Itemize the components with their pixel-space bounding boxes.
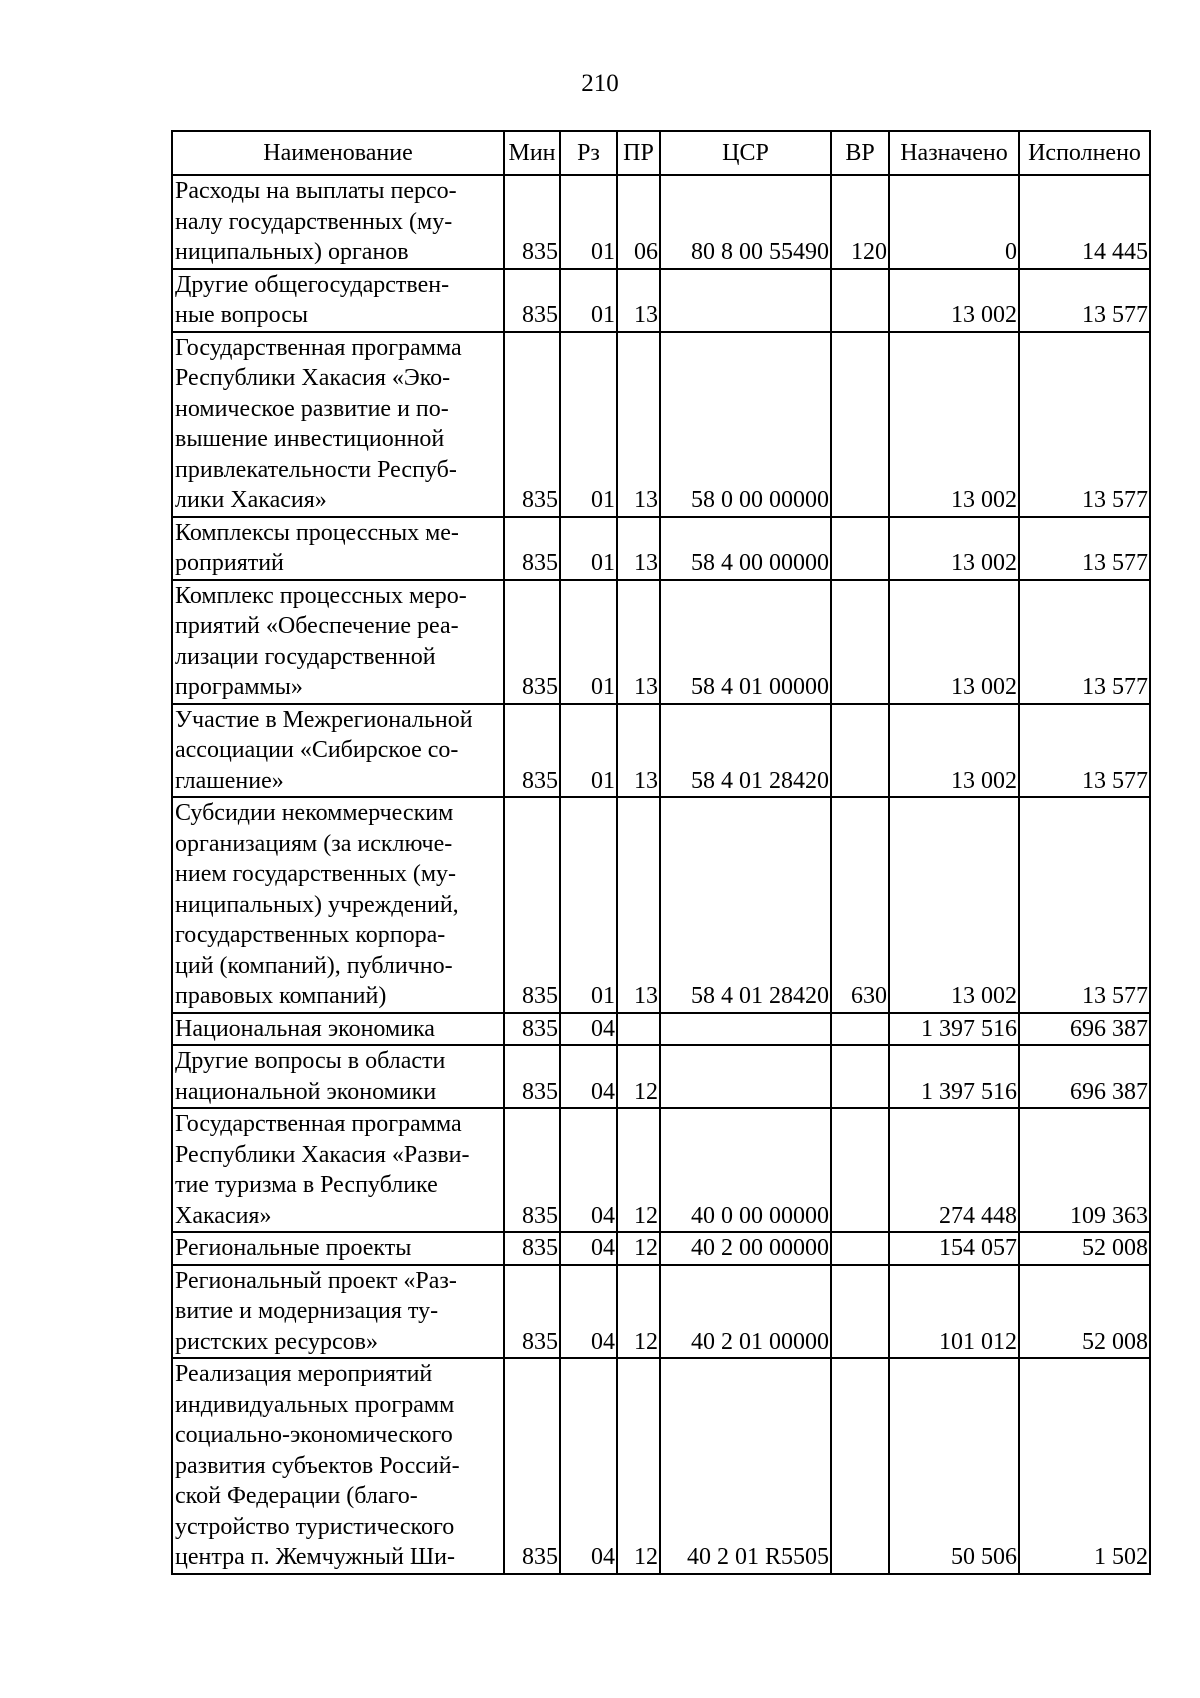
name-cell <box>172 1108 504 1232</box>
name-line: тие туризма в Республике <box>175 1172 438 1198</box>
csr-cell: 58 4 01 00000 <box>660 580 831 704</box>
csr-cell: 58 4 00 00000 <box>660 517 831 580</box>
name-line: Хакасия» <box>175 1202 272 1229</box>
vr-cell <box>831 1045 889 1108</box>
rz-cell: 04 <box>560 1045 617 1108</box>
name-line: лики Хакасия» <box>175 487 327 513</box>
pr-cell: 13 <box>617 797 660 1013</box>
name-line: Другие общегосударствен- <box>175 271 450 298</box>
pr-cell: 12 <box>617 1108 660 1232</box>
name-line: Комплекс процессных меро- <box>175 582 467 609</box>
name-line: организациям (за исключе- <box>175 830 453 857</box>
executed-cell: 52 008 <box>1019 1232 1150 1265</box>
rz-cell: 01 <box>560 580 617 704</box>
name-cell <box>172 580 504 704</box>
assigned-cell: 274 448 <box>889 1108 1019 1232</box>
csr-cell <box>660 269 831 332</box>
name-cell <box>172 704 504 798</box>
pr-cell: 13 <box>617 269 660 332</box>
min-cell: 835 <box>504 1232 560 1265</box>
name-line: устройство туристического <box>175 1513 455 1540</box>
table-row <box>172 1232 1150 1265</box>
vr-cell <box>831 269 889 332</box>
page-number: 210 <box>581 70 619 97</box>
min-cell: 835 <box>504 1358 560 1574</box>
rz-cell: 01 <box>560 797 617 1013</box>
table-row <box>172 1265 1150 1359</box>
table-row <box>172 704 1150 798</box>
assigned-cell: 0 <box>889 175 1019 269</box>
name-cell <box>172 175 504 269</box>
name-line: нием государственных (му- <box>175 861 457 887</box>
name-line: Государственная программа <box>175 334 462 361</box>
csr-cell: 40 2 00 00000 <box>660 1232 831 1265</box>
assigned-cell: 13 002 <box>889 269 1019 332</box>
budget-table <box>171 130 1151 1575</box>
rz-cell: 04 <box>560 1358 617 1574</box>
table-row <box>172 1045 1150 1108</box>
pr-cell: 12 <box>617 1358 660 1574</box>
name-line: Региональный проект «Раз- <box>175 1267 457 1294</box>
executed-cell: 14 445 <box>1019 175 1150 269</box>
vr-cell <box>831 580 889 704</box>
vr-cell <box>831 1265 889 1359</box>
table-row <box>172 1358 1150 1574</box>
rz-cell: 01 <box>560 704 617 798</box>
pr-cell: 13 <box>617 332 660 517</box>
table-row <box>172 1013 1150 1046</box>
name-line: Субсидии некоммерческим <box>175 800 454 826</box>
executed-cell: 696 387 <box>1019 1013 1150 1046</box>
name-line: ниципальных) учреждений, <box>175 891 459 918</box>
rz-cell: 01 <box>560 269 617 332</box>
vr-cell <box>831 517 889 580</box>
table-header <box>172 131 1150 175</box>
rz-cell: 04 <box>560 1108 617 1232</box>
rz-cell: 04 <box>560 1013 617 1046</box>
min-cell: 835 <box>504 797 560 1013</box>
min-cell: 835 <box>504 1265 560 1359</box>
csr-cell: 40 2 01 00000 <box>660 1265 831 1359</box>
name-line: ниципальных) органов <box>175 239 409 265</box>
pr-cell: 13 <box>617 517 660 580</box>
vr-cell: 630 <box>831 797 889 1013</box>
min-cell: 835 <box>504 580 560 704</box>
rz-cell: 04 <box>560 1265 617 1359</box>
name-cell <box>172 332 504 517</box>
name-line: Другие вопросы в области <box>175 1048 446 1074</box>
assigned-cell: 50 506 <box>889 1358 1019 1574</box>
assigned-cell: 13 002 <box>889 517 1019 580</box>
min-cell: 835 <box>504 175 560 269</box>
executed-cell: 13 577 <box>1019 517 1150 580</box>
name-line: государственных корпора- <box>175 922 446 948</box>
vr-cell <box>831 1358 889 1574</box>
table-row <box>172 797 1150 1013</box>
header-row <box>172 131 1150 175</box>
name-line: Государственная программа <box>175 1111 462 1137</box>
min-cell: 835 <box>504 517 560 580</box>
vr-cell: 120 <box>831 175 889 269</box>
min-cell: 835 <box>504 1045 560 1108</box>
name-line: Реализация мероприятий <box>175 1361 433 1387</box>
pr-cell: 06 <box>617 175 660 269</box>
header-assigned: Назначено <box>889 131 1019 175</box>
vr-cell <box>831 332 889 517</box>
name-cell <box>172 1045 504 1108</box>
assigned-cell: 1 397 516 <box>889 1045 1019 1108</box>
csr-cell: 80 8 00 55490 <box>660 175 831 269</box>
executed-cell: 13 577 <box>1019 580 1150 704</box>
name-line: ассоциации «Сибирское со- <box>175 737 459 763</box>
name-line: Республики Хакасия «Эко- <box>175 365 451 391</box>
pr-cell: 12 <box>617 1232 660 1265</box>
executed-cell: 13 577 <box>1019 797 1150 1013</box>
name-line: налу государственных (му- <box>175 208 453 235</box>
pr-cell: 12 <box>617 1045 660 1108</box>
assigned-cell: 1 397 516 <box>889 1013 1019 1046</box>
name-line: Региональные проекты <box>175 1235 412 1261</box>
header-executed: Исполнено <box>1019 131 1150 175</box>
assigned-cell: 13 002 <box>889 332 1019 517</box>
header-csr: ЦСР <box>660 131 831 175</box>
assigned-cell: 13 002 <box>889 704 1019 798</box>
name-line: глашение» <box>175 767 284 794</box>
name-cell <box>172 269 504 332</box>
name-line: роприятий <box>175 550 284 576</box>
table-body <box>172 175 1150 1574</box>
pr-cell <box>617 1013 660 1046</box>
name-line: Расходы на выплаты персо- <box>175 178 457 204</box>
csr-cell: 58 0 00 00000 <box>660 332 831 517</box>
name-line: Республики Хакасия «Разви- <box>175 1141 470 1168</box>
csr-cell <box>660 1013 831 1046</box>
assigned-cell: 154 057 <box>889 1232 1019 1265</box>
name-line: правовых компаний) <box>175 983 387 1009</box>
name-line: лизации государственной <box>175 643 436 670</box>
csr-cell: 40 2 01 R5505 <box>660 1358 831 1574</box>
name-line: витие и модернизация ту- <box>175 1298 439 1324</box>
name-line: вышение инвестиционной <box>175 426 445 452</box>
min-cell: 835 <box>504 1108 560 1232</box>
min-cell: 835 <box>504 269 560 332</box>
table-row <box>172 332 1150 517</box>
name-line: программы» <box>175 674 303 700</box>
csr-cell <box>660 1045 831 1108</box>
min-cell: 835 <box>504 1013 560 1046</box>
name-line: приятий «Обеспечение реа- <box>175 613 459 639</box>
executed-cell: 13 577 <box>1019 332 1150 517</box>
pr-cell: 13 <box>617 704 660 798</box>
name-line: Комплексы процессных ме- <box>175 519 459 546</box>
table-row <box>172 1108 1150 1232</box>
name-cell <box>172 797 504 1013</box>
vr-cell <box>831 704 889 798</box>
header-rz: Рз <box>560 131 617 175</box>
rz-cell: 01 <box>560 332 617 517</box>
csr-cell: 58 4 01 28420 <box>660 797 831 1013</box>
executed-cell: 52 008 <box>1019 1265 1150 1359</box>
name-line: центра п. Жемчужный Ши- <box>175 1544 455 1570</box>
header-min: Мин <box>504 131 560 175</box>
rz-cell: 01 <box>560 517 617 580</box>
name-line: индивидуальных программ <box>175 1391 455 1418</box>
csr-cell: 58 4 01 28420 <box>660 704 831 798</box>
name-line: привлекательности Респуб- <box>175 456 457 483</box>
rz-cell: 04 <box>560 1232 617 1265</box>
executed-cell: 696 387 <box>1019 1045 1150 1108</box>
name-line: национальной экономики <box>175 1078 437 1105</box>
executed-cell: 13 577 <box>1019 269 1150 332</box>
table-row <box>172 580 1150 704</box>
header-pr: ПР <box>617 131 660 175</box>
assigned-cell: 13 002 <box>889 580 1019 704</box>
vr-cell <box>831 1108 889 1232</box>
executed-cell: 109 363 <box>1019 1108 1150 1232</box>
name-line: номическое развитие и по- <box>175 395 449 422</box>
executed-cell: 13 577 <box>1019 704 1150 798</box>
assigned-cell: 101 012 <box>889 1265 1019 1359</box>
header-vr: ВР <box>831 131 889 175</box>
min-cell: 835 <box>504 332 560 517</box>
vr-cell <box>831 1013 889 1046</box>
name-line: ристских ресурсов» <box>175 1328 379 1355</box>
name-cell <box>172 1265 504 1359</box>
name-line: ской Федерации (благо- <box>175 1483 418 1509</box>
table-row <box>172 269 1150 332</box>
name-cell <box>172 517 504 580</box>
name-line: ные вопросы <box>175 302 309 328</box>
name-line: ций (компаний), публично- <box>175 952 453 979</box>
name-line: развития субъектов Россий- <box>175 1452 460 1479</box>
rz-cell: 01 <box>560 175 617 269</box>
min-cell: 835 <box>504 704 560 798</box>
name-cell <box>172 1013 504 1046</box>
header-name: Наименование <box>172 131 504 175</box>
name-line: Участие в Межрегиональной <box>175 706 473 733</box>
name-line: социально-экономического <box>175 1422 453 1448</box>
assigned-cell: 13 002 <box>889 797 1019 1013</box>
table-row <box>172 517 1150 580</box>
table-row <box>172 175 1150 269</box>
name-cell <box>172 1358 504 1574</box>
executed-cell: 1 502 <box>1019 1358 1150 1574</box>
vr-cell <box>831 1232 889 1265</box>
pr-cell: 13 <box>617 580 660 704</box>
csr-cell: 40 0 00 00000 <box>660 1108 831 1232</box>
pr-cell: 12 <box>617 1265 660 1359</box>
name-cell <box>172 1232 504 1265</box>
name-line: Национальная экономика <box>175 1015 435 1042</box>
